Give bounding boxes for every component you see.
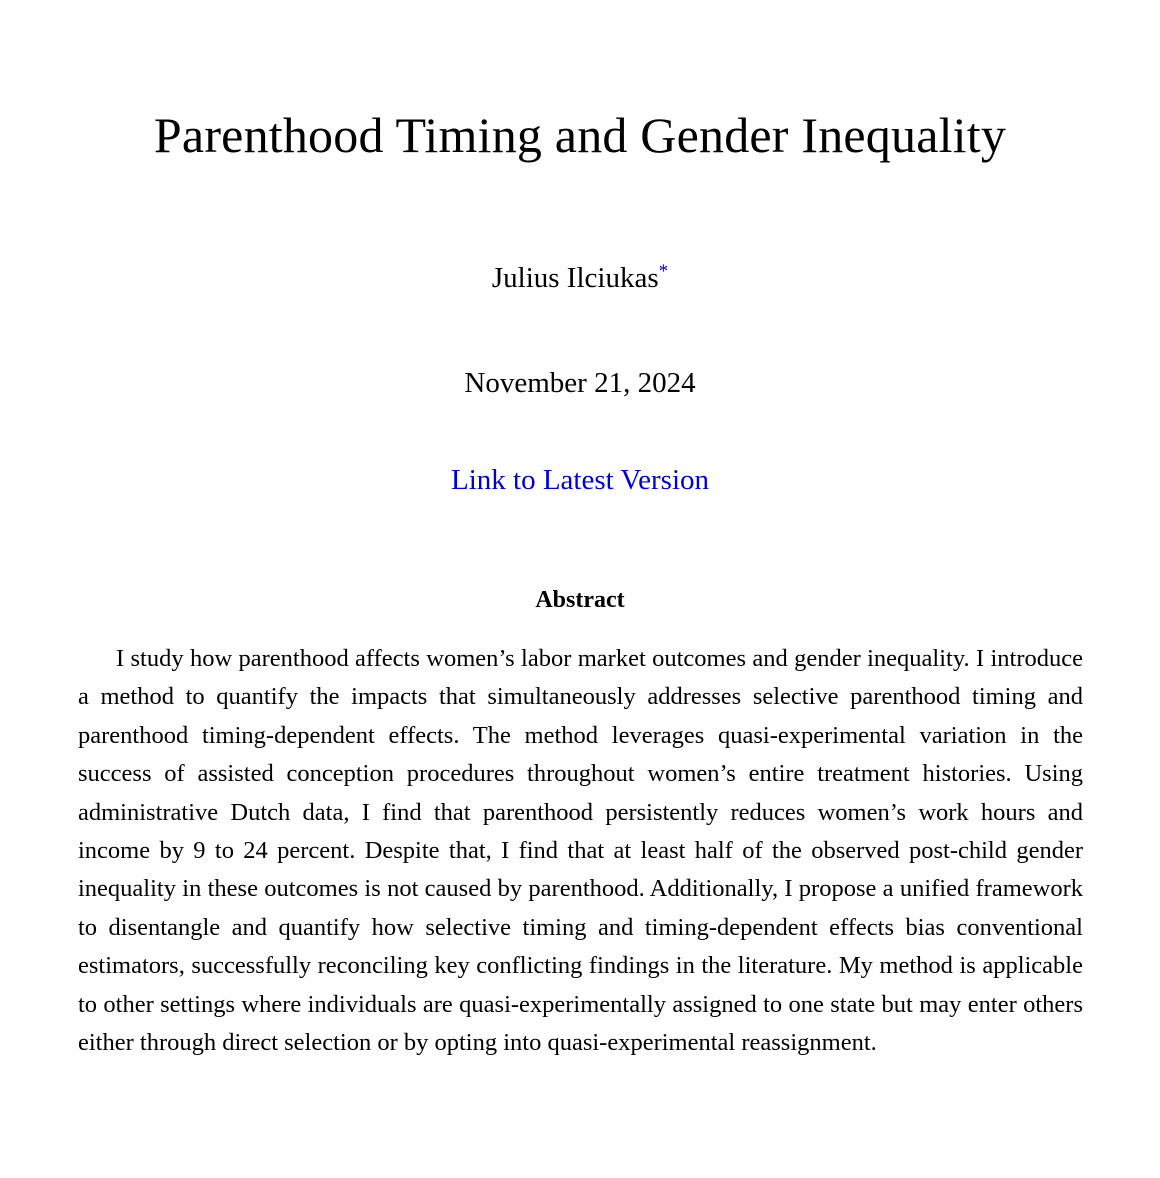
author-name: Julius Ilciukas [491, 262, 659, 294]
abstract-text: I study how parenthood affects women’s labor market outcomes and gender inequality. I introduce a method to quantify the impacts that simultaneously addresses selective parenthood timing and parenthood timing-dependent effects. The method leverages quasi-experimental variation in the success of assisted conception procedures throughout women’s entire treatment histories. Using administrative Dutch data, I find that parenthood persistently reduces women’s work hours and income by 9 to 24 percent. Despite that, I find that at least half of the observed post-child gender inequality in these outcomes is not caused by parenthood. Additionally, I propose a unified framework to disentangle and quantify how selective timing and timing-dependent effects bias conventional estimators, successfully reconciling key conflicting findings in the literature. My method is applicable to other settings where individuals are quasi-experimentally assigned to one state but may enter others either through direct selection or by opting into quasi-experimental reassignment. [78, 645, 1083, 1057]
latest-version-link-container [0, 460, 1160, 500]
author-line [0, 258, 1160, 298]
abstract-heading: Abstract [535, 587, 625, 613]
author-footnote-link[interactable]: * [658, 261, 669, 282]
publication-date: November 21, 2024 [464, 367, 696, 399]
paper-title: Parenthood Timing and Gender Inequality [153, 107, 1007, 163]
latest-version-link[interactable]: Link to Latest Version [450, 464, 709, 496]
